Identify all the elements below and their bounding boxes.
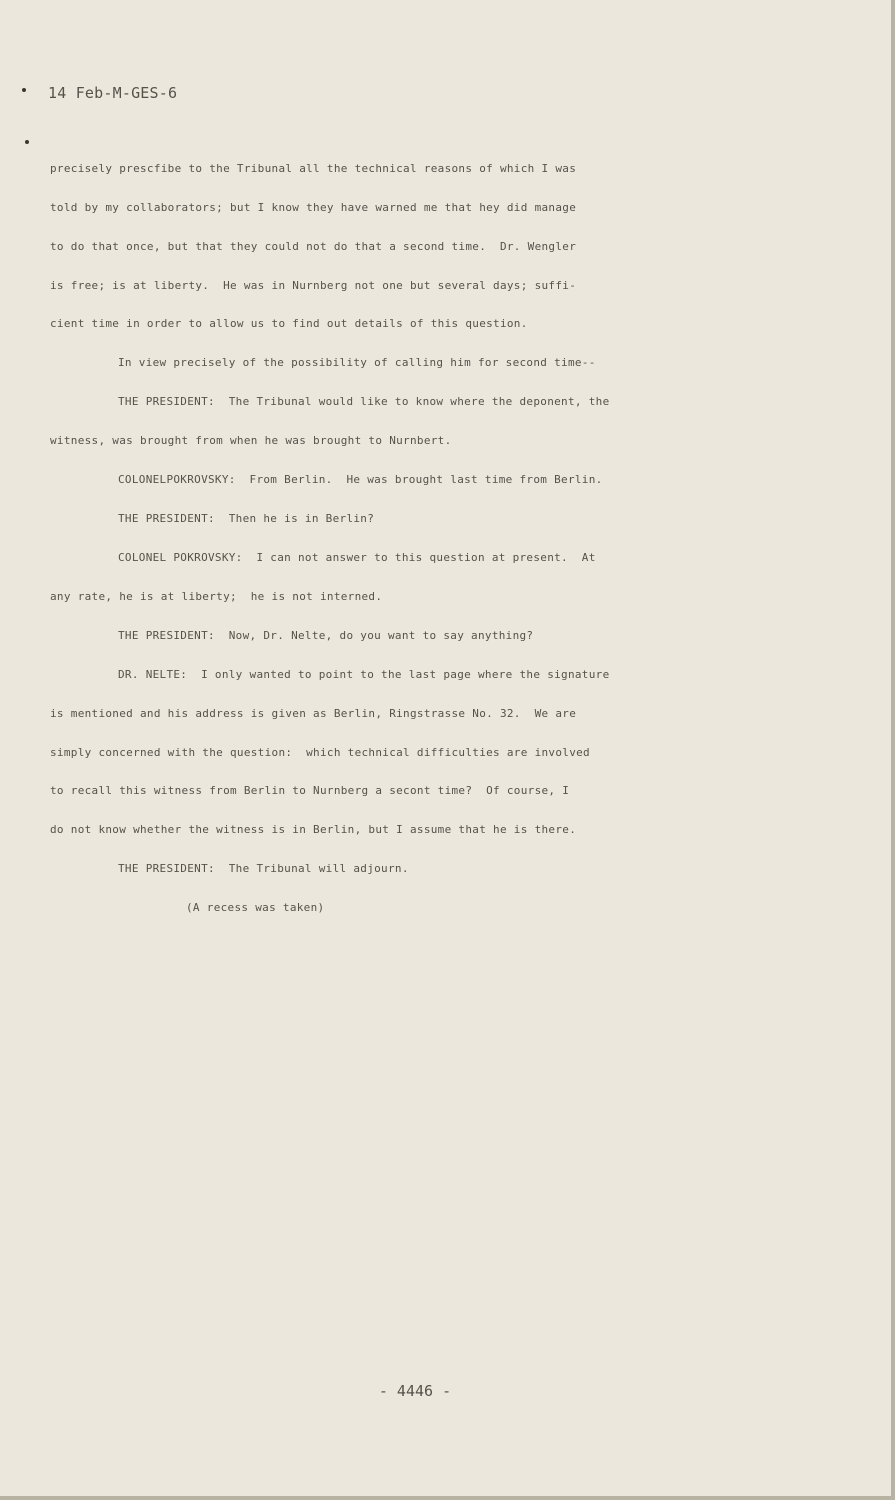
text-line: COLONELPOKROVSKY: From Berlin. He was brought last time from Berlin. (118, 473, 603, 486)
text-line: is mentioned and his address is given as Berlin, Ringstrasse No. 32. We are (50, 707, 577, 720)
text-line: do not know whether the witness is in Berlin, but I assume that he is there. (50, 823, 577, 836)
text-line: simply concerned with the question: which technical difficulties are involved (50, 746, 590, 759)
text-line: THE PRESIDENT: The Tribunal will adjourn. (118, 862, 409, 875)
text-line: DR. NELTE: I only wanted to point to the last page where the signature (118, 668, 610, 681)
recess-note: (A recess was taken) (186, 901, 325, 914)
text-line: told by my collaborators; but I know they have warned me that hey did manage (50, 201, 577, 214)
text-line: witness, was brought from when he was brought to Nurnbert. (50, 434, 452, 447)
text-line: to recall this witness from Berlin to Nurnberg a secont time? Of course, I (50, 784, 570, 797)
text-line: precisely prescfibe to the Tribunal all the technical reasons of which I was (50, 162, 577, 175)
text-line: In view precisely of the possibility of calling him for second time-- (118, 356, 596, 369)
margin-mark (25, 140, 29, 144)
margin-mark (22, 88, 26, 92)
text-line: THE PRESIDENT: Then he is in Berlin? (118, 512, 375, 525)
text-line: COLONEL POKROVSKY: I can not answer to this question at present. At (118, 551, 596, 564)
text-line: is free; is at liberty. He was in Nurnberg not one but several days; suffi- (50, 279, 577, 292)
text-line: THE PRESIDENT: Now, Dr. Nelte, do you want to say anything? (118, 629, 534, 642)
text-line: THE PRESIDENT: The Tribunal would like to know where the deponent, the (118, 395, 610, 408)
text-line: cient time in order to allow us to find out details of this question. (50, 317, 528, 330)
text-line: any rate, he is at liberty; he is not interned. (50, 590, 383, 603)
text-line: to do that once, but that they could not do that a second time. Dr. Wengler (50, 240, 577, 253)
page-number: - 4446 - (378, 1382, 452, 1400)
document-reference: 14 Feb-M-GES-6 (48, 84, 178, 102)
